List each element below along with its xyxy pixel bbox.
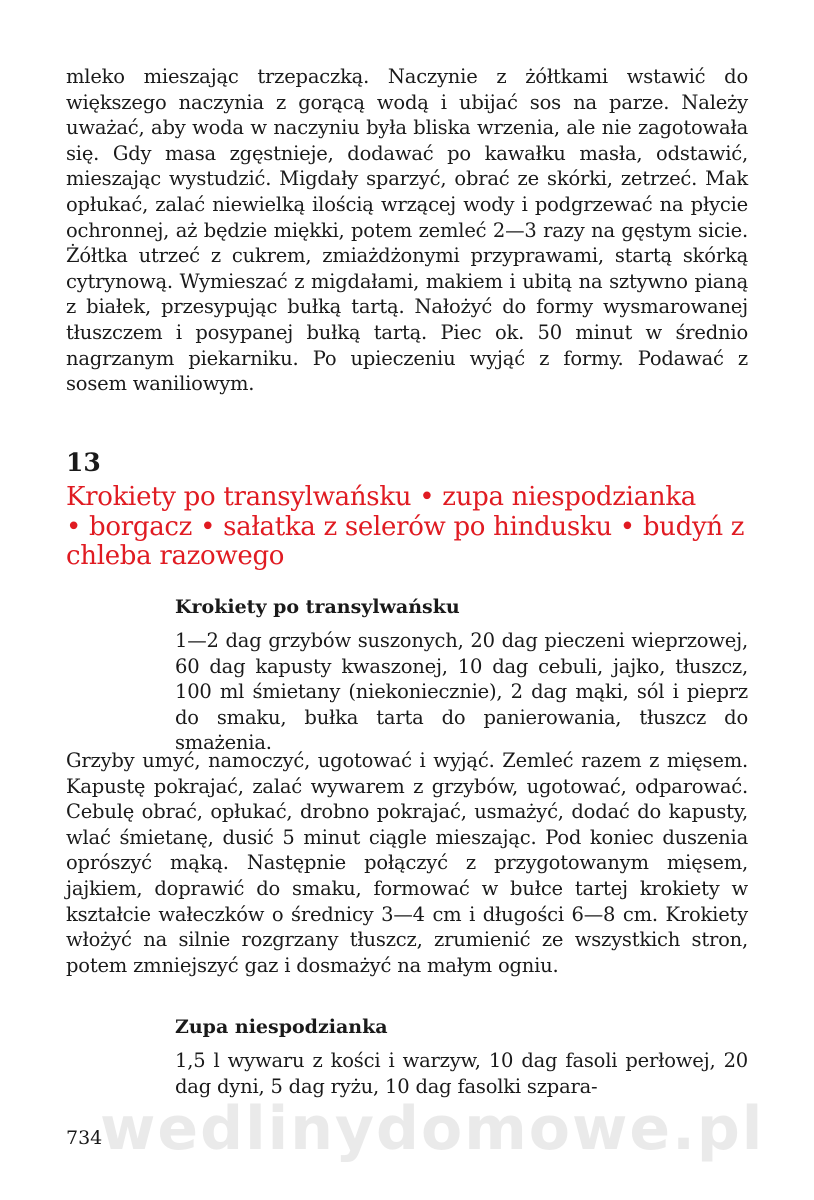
chapter-dish-5: budyń z chleba razowego [66, 511, 745, 571]
chapter-dish-2: zupa niespodzianka [442, 482, 696, 512]
bullet-separator: • [619, 511, 635, 542]
chapter-number: 13 [66, 448, 101, 477]
recipe-title-zupa: Zupa niespodzianka [175, 1016, 388, 1038]
bullet-separator: • [66, 511, 82, 542]
intro-paragraph: mleko mieszając trzepaczką. Naczynie z żółtkami wstawić do większego naczynia z gorącą wodą i ubijać sos na parze. Należy uważać, aby woda w naczyniu była bliska wrzenia, ale nie zagotowała się. Gdy masa zgęstnieje, dodawać po kawałku masła, odstawić, mieszając wystudzić. Migdały sparzyć, obrać ze skórki, zetrzeć. Mak opłukać, zalać niewielką ilością wrzącej wody i podgrzewać na płycie ochronnej, aż będzie miękki, potem zemleć 2—3 razy na gęstym sicie. Żółtka utrzeć z cukrem, zmiażdżonymi przyprawami, startą skórką cytrynową. Wymieszać z migdałami, makiem i ubitą na sztywno pianą z białek, przesypując bułką tartą. Nałożyć do formy wysmarowanej tłuszczem i posypanej bułką tartą. Piec ok. 50 minut w średnio nagrzanym piekarniku. Po upieczeniu wyjąć z formy. Podawać z sosem waniliowym. [66, 65, 748, 396]
ingredients-krokiety: 1—2 dag grzybów suszonych, 20 dag pieczeni wieprzowej, 60 dag kapusty kwaszonej, 10 dag cebuli, jajko, tłuszcz, 100 ml śmietany (niekoniecznie), 2 dag mąki, sól i pieprz do smaku, bułka tarta do panierowania, tłuszcz do smażenia. [175, 629, 748, 755]
chapter-title [66, 483, 752, 572]
chapter-dish-3: borgacz [89, 511, 193, 542]
chapter-dish-1: Krokiety po transylwańsku [66, 482, 412, 512]
page-number: 734 [66, 1127, 103, 1149]
method-krokiety: Grzyby umyć, namoczyć, ugotować i wyjąć. Zemleć razem z mięsem. Kapustę pokrajać, zalać wywarem z grzybów, ugotować, odparować. Cebulę obrać, opłukać, drobno pokrajać, usmażyć, dodać do kapusty, wlać śmietanę, dusić 5 minut ciągle mieszając. Pod koniec duszenia oprószyć mąką. Następnie połączyć z przygotowanym mięsem, jajkiem, doprawić do smaku, formować w bułce tartej krokiety w kształcie wałeczków o średnicy 3—4 cm i długości 6—8 cm. Krokiety włożyć na silnie rozgrzany tłuszcz, zrumienić ze wszystkich stron, potem zmniejszyć gaz i dosmażyć na małym ogniu. [66, 749, 748, 977]
recipe-title-krokiety: Krokiety po transylwańsku [175, 596, 460, 618]
chapter-dish-4: sałatka z selerów po hindusku [223, 511, 612, 542]
bullet-separator: • [419, 482, 435, 512]
ingredients-zupa: 1,5 l wywaru z kości i warzyw, 10 dag fasoli perłowej, 20 dag dyni, 5 dag ryżu, 10 dag fasolki szpara- [175, 1049, 748, 1098]
bullet-separator: • [200, 511, 216, 542]
watermark: wedlinydomowe.pl [100, 1094, 765, 1164]
